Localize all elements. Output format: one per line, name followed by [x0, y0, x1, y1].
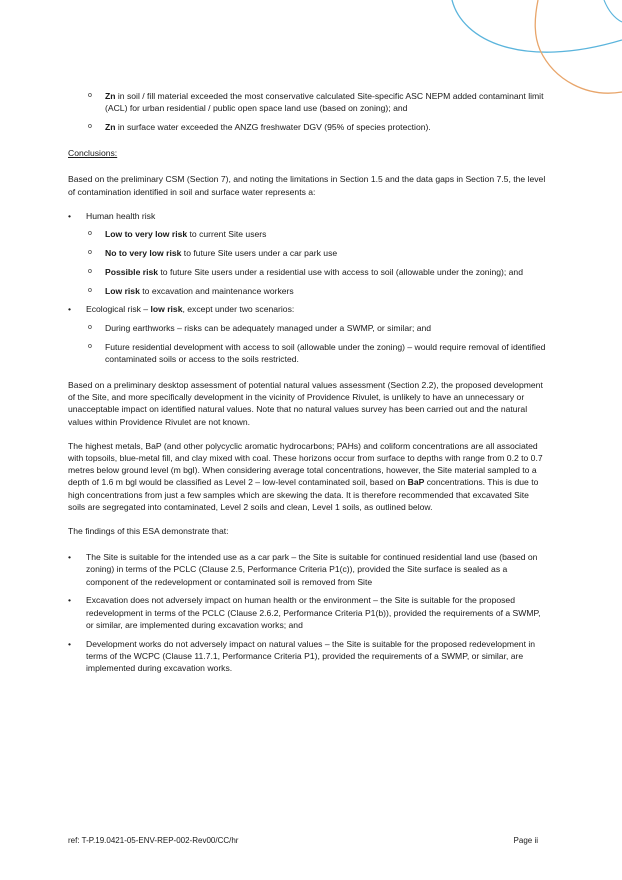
sub-marker: o [88, 122, 92, 130]
human-health-item [68, 228, 548, 240]
finding-item [68, 594, 548, 631]
sub-marker: o [88, 249, 92, 257]
zn-soil-item [68, 90, 548, 114]
item-text: to excavation and maintenance workers [139, 285, 294, 296]
finding-item [68, 551, 548, 588]
item-text: in soil / fill material exceeded the most conservative calculated Site-specific ASC NEPM added contaminant limit (ACL) for urban residential / public open space land use (based on zoning); and [105, 91, 544, 114]
bullet-marker: • [68, 210, 72, 221]
sub-marker: o [88, 267, 92, 275]
sub-marker: o [88, 286, 92, 294]
item-bold: No to very low risk [105, 248, 182, 259]
page-content [68, 90, 548, 681]
metals-paragraph [68, 440, 548, 513]
human-health-item [68, 285, 548, 297]
blue-arc-2 [604, 0, 622, 22]
human-health-item [68, 266, 548, 278]
orange-arc [535, 0, 622, 93]
sub-marker: o [88, 342, 92, 350]
zn-water-item [68, 121, 548, 133]
item-bold: Low risk [105, 285, 140, 296]
item-text: Future residential development with access to soil (allowable under the zoning) – would require removal of identified contaminated soils or access to the soils restricted. [105, 341, 546, 364]
page-number: Page ii [513, 836, 538, 845]
bullet-marker: • [68, 638, 72, 649]
conclusions-heading: Conclusions: [68, 148, 118, 159]
item-text: to future Site users under a residential use with access to soil (allowable under the zoning); and [158, 266, 523, 277]
finding-text: Development works do not adversely impact on natural values – the Site is suitable for the proposed redevelopment in terms of the WCPC (Clause 11.7.1, Performance Criteria P1), provided the requirements of a SWMP, or similar, are implemented during excavation works. [86, 638, 536, 673]
bullet-marker: • [68, 595, 72, 606]
natural-values-paragraph: Based on a preliminary desktop assessment of potential natural values assessment (Section 2.2), the proposed development of the Site, and more specifically development in the vicinity of Providence Rivulet, is unlikely to have an unnecessary or unacceptable impact on identified natural values. Note that no natural values survey has been carried out and the natural values within Providence Rivulet are not known. [68, 380, 543, 427]
item-bold: Zn [105, 121, 116, 132]
ecological-bullet [68, 303, 548, 315]
metals-text-pre: The highest metals, BaP (and other polycyclic aromatic hydrocarbons; PAHs) and coliform concentrations are all associated with topsoils, blue-metal fill, and clay mixed with coal. These horizons occur from surface to depths with range from 0.2 to 0.7 metres below ground level (m bgl). When considering average total concentrations, however, the Site material sampled to a depth of 1.6 m bgl would be classified as Level 2 – low-level contaminated soil, based on [68, 440, 543, 488]
item-text: to current Site users [187, 229, 267, 240]
item-bold: Low to very low risk [105, 229, 188, 240]
bullet-marker: • [68, 552, 72, 563]
human-health-item [68, 247, 548, 259]
bullet-label-post: , except under two scenarios: [182, 304, 295, 315]
item-text: to future Site users under a car park use [181, 248, 338, 259]
metals-text-bold: BaP [407, 477, 425, 488]
intro-paragraph: Based on the preliminary CSM (Section 7), and noting the limitations in Section 1.5 and the data gaps in Section 7.5, the level of contamination identified in soil and surface water represents a: [68, 174, 546, 197]
item-text: in surface water exceeded the ANZG freshwater DGV (95% of species protection). [115, 121, 431, 132]
finding-text: Excavation does not adversely impact on human health or the environment – the Site is suitable for the proposed redevelopment in terms of the PCLC (Clause 2.6.2, Performance Criteria P1(b)), provided the requirements of a SWMP, or similar, are implemented during excavation works; and [86, 595, 541, 630]
ecological-item [68, 341, 548, 365]
human-health-bullet [68, 210, 548, 222]
metals-text-post: concentrations. This is due to high concentrations from just a few samples which are skewing the data. It is therefore recommended that excavated Site soils are segregated into contaminated, Level 2 soils and clean, Level 1 soils, as outlined below. [68, 477, 539, 512]
bullet-label: Human health risk [86, 210, 156, 221]
bullet-label-bold: low risk [150, 304, 183, 315]
finding-item [68, 638, 548, 675]
findings-intro: The findings of this ESA demonstrate that: [68, 526, 229, 537]
ecological-item [68, 322, 548, 334]
bullet-label-pre: Ecological risk – [86, 304, 151, 315]
item-bold: Zn [105, 91, 116, 101]
sub-marker: o [88, 230, 92, 238]
bullet-marker: • [68, 304, 72, 315]
item-bold: Possible risk [105, 266, 159, 277]
footer-reference: ref: T-P.19.0421-05-ENV-REP-002-Rev00/CC/hr [68, 836, 239, 845]
item-text: During earthworks – risks can be adequately managed under a SWMP, or similar; and [105, 322, 432, 333]
sub-marker: o [88, 92, 92, 99]
finding-text: The Site is suitable for the intended use as a car park – the Site is suitable for continued residential land use (based on zoning) in terms of the PCLC (Clause 2.5, Performance Criteria P1(c)), provided the Site surface is sealed as a component of the redevelopment or contaminated soil is removed from Site [86, 552, 538, 587]
sub-marker: o [88, 323, 92, 331]
